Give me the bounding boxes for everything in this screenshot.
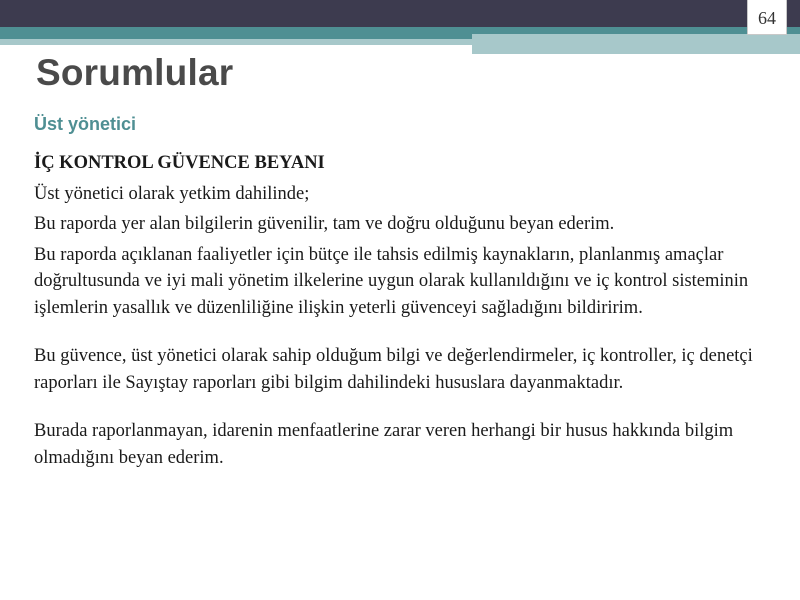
header-band-light-left [0, 39, 472, 45]
body-paragraph: Burada raporlanmayan, idarenin menfaatlerine zarar veren herhangi bir husus hakkında bilgim olmadığını beyan ederim. [34, 421, 734, 468]
slide-title: Sorumlular [36, 52, 234, 93]
page-number: 64 [747, 0, 787, 35]
header-band-dark [0, 0, 800, 27]
slide-subtitle: Üst yönetici [34, 114, 137, 134]
header-band-light-right [472, 34, 800, 54]
body-paragraph: Üst yönetici olarak yetkim dahilinde; [34, 183, 310, 204]
slide-body [34, 150, 774, 475]
body-paragraph: Bu raporda yer alan bilgilerin güvenilir, tam ve doğru olduğunu beyan ederim. [34, 214, 615, 234]
declaration-heading: İÇ KONTROL GÜVENCE BEYANI [34, 153, 325, 173]
body-paragraph: Bu raporda açıklanan faaliyetler için bütçe ile tahsis edilmiş kaynakların, planlanmış amaçlar doğrultusunda ve iyi mali yönetim ilkelerine uygun olarak kullanıldığını ve iç kontrol sisteminin işlemlerin yasallık ve düzenliliğine ilişkin yeterli güvenceyi sağladığını bildiririm. [34, 244, 749, 318]
body-paragraph: Bu güvence, üst yönetici olarak sahip olduğum bilgi ve değerlendirmeler, iç kontroller, iç denetçi raporları ile Sayıştay raporları gibi bilgim dahilindeki hususlara dayanmaktadır. [34, 346, 753, 393]
